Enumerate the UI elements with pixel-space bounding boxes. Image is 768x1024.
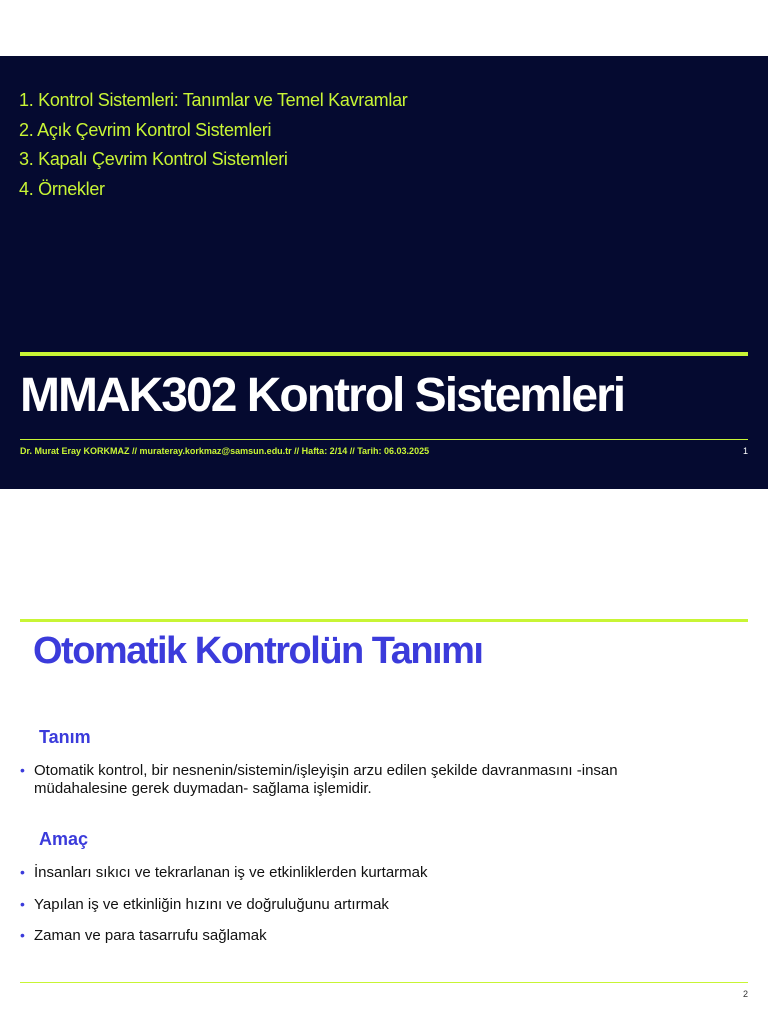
bullet-item	[20, 896, 710, 914]
page-number: 1	[742, 446, 748, 456]
slide-2-bottom-divider	[20, 982, 748, 983]
section-heading-tanim: Tanım	[39, 727, 91, 747]
bullet-text: Yapılan iş ve etkinliğin hızını ve doğruluğunu artırmak	[34, 895, 389, 913]
footer-divider	[20, 439, 748, 440]
agenda-item: 2. Açık Çevrim Kontrol Sistemleri	[19, 119, 272, 140]
bullet-item	[20, 864, 710, 882]
slide-2-title: Otomatik Kontrolün Tanımı	[33, 630, 483, 672]
title-divider-thick	[20, 352, 748, 356]
slide-footer-info: Dr. Murat Eray KORKMAZ // murateray.korkmaz@samsun.edu.tr // Hafta: 2/14 // Tarih: 06.03.2025	[20, 446, 430, 456]
amac-bullet-list	[20, 864, 710, 959]
tanim-bullet-list	[20, 762, 710, 797]
bullet-text: İnsanları sıkıcı ve tekrarlanan iş ve etkinliklerden kurtarmak	[34, 864, 428, 881]
bullet-text: Zaman ve para tasarrufu sağlamak	[34, 927, 267, 944]
bullet-icon: •	[20, 927, 25, 943]
bullet-item	[20, 927, 710, 945]
page-number: 2	[742, 989, 748, 999]
agenda-item: 3. Kapalı Çevrim Kontrol Sistemleri	[19, 149, 288, 169]
section-heading-amac: Amaç	[39, 829, 89, 849]
bullet-item	[20, 762, 710, 797]
bullet-icon: •	[20, 895, 25, 912]
bullet-icon: •	[20, 864, 25, 880]
slide-2-top-divider	[20, 619, 748, 622]
slide-1	[0, 56, 768, 489]
bullet-text: Otomatik kontrol, bir nesnenin/sistemin/işleyişin arzu edilen şekilde davranmasını -insan müdahalesine gerek duymadan- sağlama işlemidir.	[34, 762, 618, 797]
bullet-icon: •	[20, 762, 25, 778]
agenda-item: 1. Kontrol Sistemleri: Tanımlar ve Temel Kavramlar	[19, 90, 408, 110]
agenda-item: 4. Örnekler	[19, 178, 105, 199]
course-title: MMAK302 Kontrol Sistemleri	[20, 369, 625, 422]
agenda-list	[19, 86, 407, 204]
